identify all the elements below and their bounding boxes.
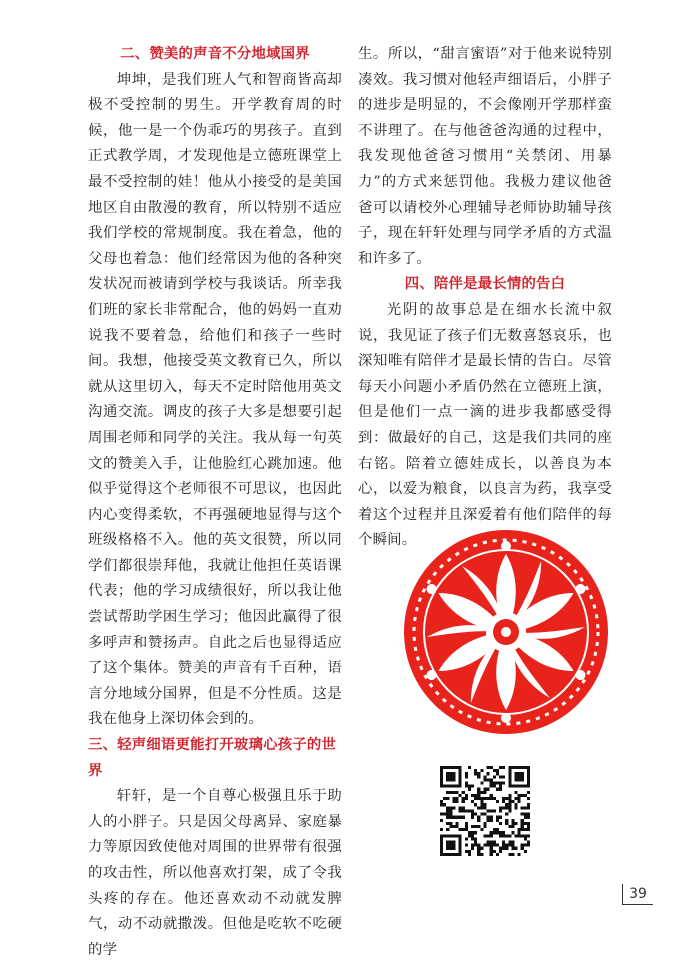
paragraph-xuanxuan-continued: 生。所以，“甜言蜜语”对于他来说特别凑效。我习惯对他轻声细语后，小胖子的进步是明显的，不会像刚开学那样蛮不讲理了。在与他爸爸沟通的过程中，我发现他爸爸习惯用“关禁闭、用暴力”的方式来惩罚他。我极力建议他爸爸可以请校外心理辅导老师协助辅导孩子，现在轩轩处理与同学矛盾的方式温和许多了。 — [358, 46, 612, 267]
section-heading-4: 四、陪伴是最长情的告白 — [404, 276, 566, 293]
section-heading-2: 二、赞美的声音不分地域国界 — [120, 46, 310, 62]
paper-cut-flower-medallion-icon — [402, 508, 610, 756]
paragraph-xuanxuan: 轩轩，是一个自尊心极强且乐于助人的小胖子。只是因父母离异、家庭暴力等原因致使他对周围的世界带有很强的攻击性，所以他喜欢打架，成了令我头疼的存在。他还喜欢动不动就发脾气，动不动就撒泼。但他是吃软不吃硬的学 — [88, 788, 342, 958]
left-column — [88, 42, 342, 963]
paragraph-kunkun: 坤坤，是我们班人气和智商皆高却极不受控制的男生。开学教育周的时候，他一是一个伪乖巧的男孩子。直到正式教学周，才发现他是立德班课堂上最不受控制的娃！他从小接受的是美国地区自由散漫的教育，所以特别不适应我们学校的常规制度。我在着急，他的父母也着急：他们经常因为他的各种突发状况而被请到学校与我谈话。所幸我们班的家长非常配合，他的妈妈一直劝说我不要着急，给他们和孩子一些时间。我想，他接受英文教育已久，所以就从这里切入，每天不定时陪他用英文沟通交流。调皮的孩子大多是想要引起周围老师和同学的关注。我从每一句英文的赞美入手，让他脸红心跳加速。他似乎觉得这个老师很不可思议，也因此内心变得柔软，不再强硬地显得与这个班级格格不入。他的英文很赞，所以同学们都很崇拜他，我就让他担任英语课代表；他的学习成绩很好，所以我让他尝试帮助学困生学习；他因此赢得了很多呼声和赞扬声。自此之后也显得适应了这个集体。赞美的声音有千百种，语言分地域分国界，但是不分性质。这是我在他身上深切体会到的。 — [88, 71, 342, 728]
page-number: 39 — [622, 884, 653, 905]
paragraph-conclusion: 光阴的故事总是在细水长流中叙说，我见证了孩子们无数喜怒哀乐，也深知唯有陪伴才是最长情的告白。尽管每天小问题小矛盾仍然在立德班上演，但是他们一点一滴的进步我都感受得到：做最好的自己，这是我们共同的座右铭。陪着立德娃成长，以善良为本心，以爱为粮食，以良言为药，我享受着这个过程并且深爱着有他们陪伴的每个瞬间。 — [358, 301, 612, 549]
section-heading-3: 三、轻声细语更能打开玻璃心孩子的世界 — [88, 737, 337, 779]
qr-code-icon — [440, 766, 530, 856]
right-column — [358, 42, 612, 554]
